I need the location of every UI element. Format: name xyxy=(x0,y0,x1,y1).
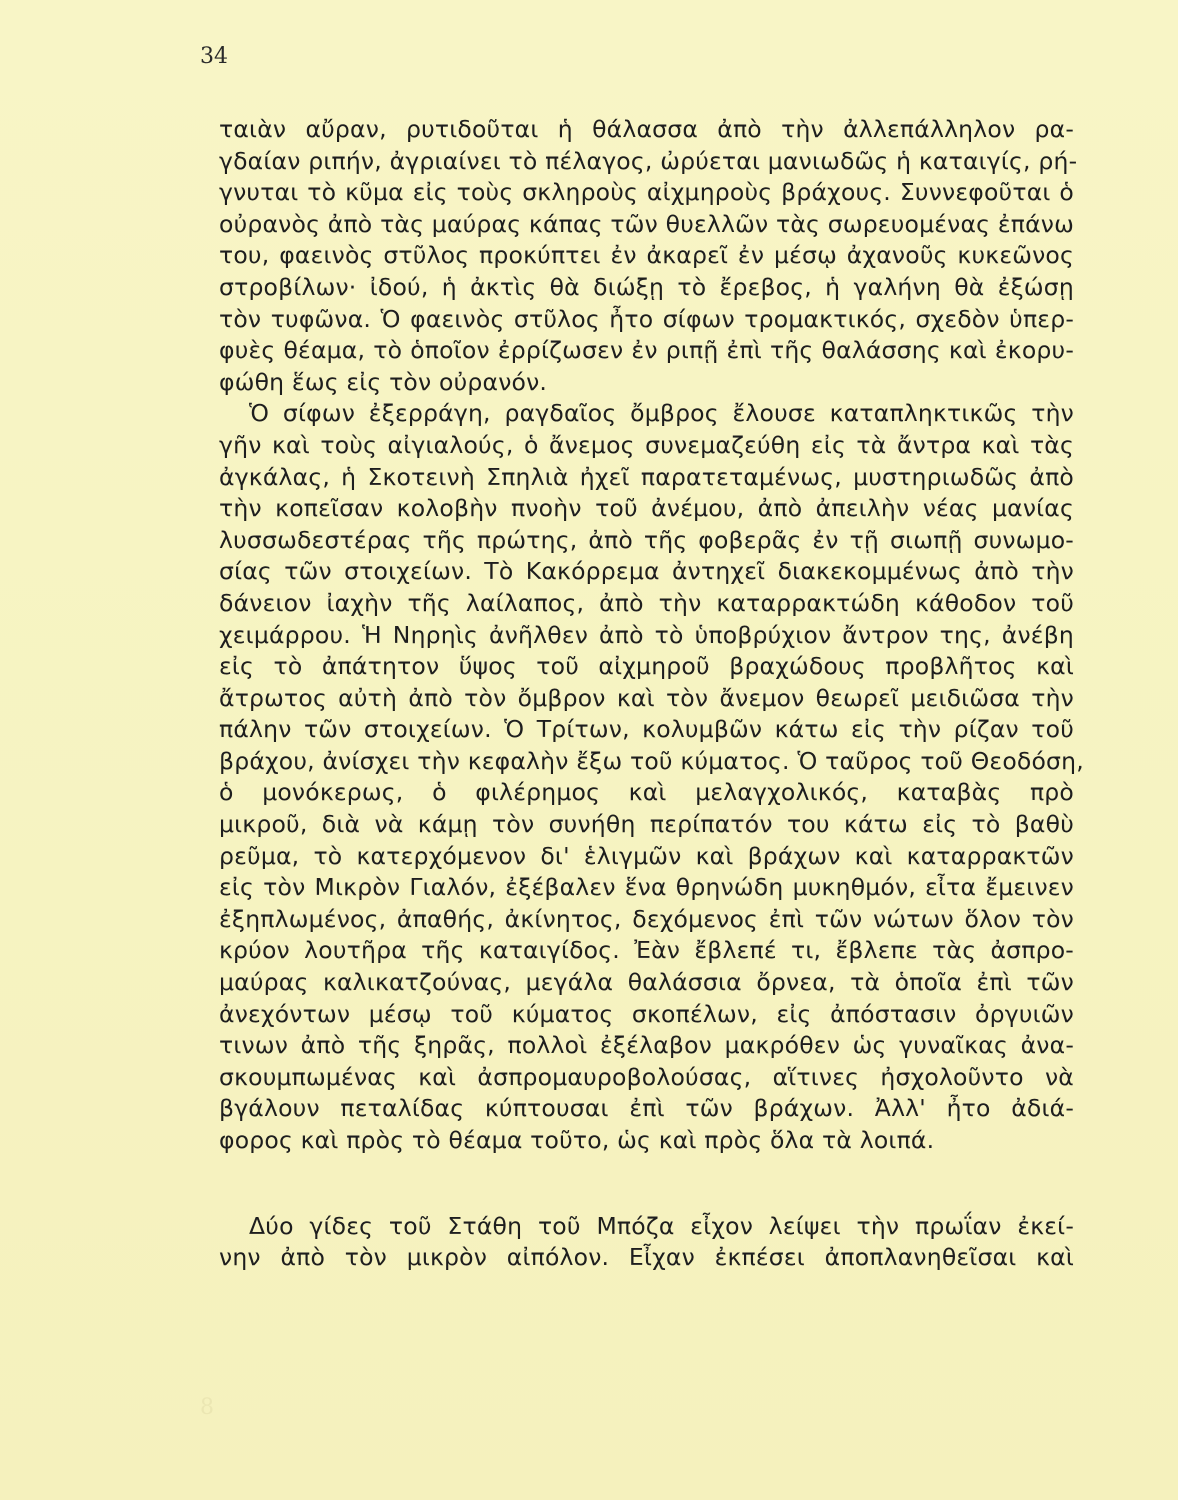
text-line: ἀγκάλας, ἡ Σκοτεινὴ Σπηλιὰ ἠχεῖ παρατεταμένως, μυστηριωδῶς ἀπὸ xyxy=(219,462,1074,491)
text-line: εἰς τὸ ἀπάτητον ὕψος τοῦ αἰχμηροῦ βραχώδους προβλῆτος καὶ xyxy=(219,652,1074,681)
text-line: ὁ μονόκερως, ὁ φιλέρημος καὶ μελαγχολικός, καταβὰς πρὸ xyxy=(219,778,1074,807)
paragraph-gap xyxy=(219,1157,1074,1211)
text-line: λυσσωδεστέρας τῆς πρώτης, ἀπὸ τῆς φοβερᾶς ἐν τῇ σιωπῇ συνωμο- xyxy=(219,525,1074,554)
text-line: ταιὰν αὔραν, ρυτιδοῦται ἡ θάλασσα ἀπὸ τὴν ἀλλεπάλληλον ρα- xyxy=(219,115,1074,143)
text-line: γνυται τὸ κῦμα εἰς τοὺς σκληροὺς αἰχμηροὺς βράχους. Συννεφοῦται ὁ xyxy=(219,178,1074,207)
text-line: Δύο γίδες τοῦ Στάθη τοῦ Μπόζα εἶχον λείψει τὴν πρωΐαν ἐκεί- xyxy=(249,1211,1074,1240)
text-line: φώθη ἕως εἰς τὸν οὐρανόν. xyxy=(219,367,548,396)
text-line: μαύρας καλικατζούνας, μεγάλα θαλάσσια ὄρνεα, τὰ ὁποῖα ἐπὶ τῶν xyxy=(219,968,1074,997)
text-line: κρύον λουτῆρα τῆς καταιγίδος. Ἐὰν ἔβλεπέ τι, ἔβλεπε τὰς ἀσπρο- xyxy=(219,936,1074,965)
text-line: του, φαεινὸς στῦλος προκύπτει ἐν ἀκαρεῖ ἐν μέσῳ ἀχανοῦς κυκεῶνος xyxy=(219,241,1074,270)
text-line: σκουμπωμένας καὶ ἀσπρομαυροβολούσας, αἵτινες ἠσχολοῦντο νὰ xyxy=(219,1062,1074,1091)
text-line: ἐξηπλωμένος, ἀπαθής, ἀκίνητος, δεχόμενος ἐπὶ τῶν νώτων ὅλον τὸν xyxy=(219,904,1074,933)
text-line: βγάλουν πεταλίδας κύπτουσαι ἐπὶ τῶν βράχων. Ἀλλ' ἦτο ἀδιά- xyxy=(219,1094,1074,1123)
text-line: Ὁ σίφων ἐξερράγη, ραγδαῖος ὄμβρος ἔλουσε καταπληκτικῶς τὴν xyxy=(249,399,1074,428)
text-line: πάλην τῶν στοιχείων. Ὁ Τρίτων, κολυμβῶν κάτω εἰς τὴν ρίζαν τοῦ xyxy=(219,715,1074,744)
text-line: ἄτρωτος αὐτὴ ἀπὸ τὸν ὄμβρον καὶ τὸν ἄνεμον θεωρεῖ μειδιῶσα τὴν xyxy=(219,683,1074,712)
text-line: δάνειον ἰαχὴν τῆς λαίλαπος, ἀπὸ τὴν καταρρακτώδη κάθοδον τοῦ xyxy=(219,588,1074,617)
text-line: γδαίαν ριπήν, ἀγριαίνει τὸ πέλαγος, ὠρύεται μανιωδῶς ἡ καταιγίς, ρή- xyxy=(219,146,1078,175)
text-line: γῆν καὶ τοὺς αἰγιαλούς, ὁ ἄνεμος συνεμαζεύθη εἰς τὰ ἄντρα καὶ τὰς xyxy=(219,430,1074,459)
text-line: χειμάρρου. Ἡ Νηρηὶς ἀνῆλθεν ἀπὸ τὸ ὑποβρύχιον ἄντρον της, ἀνέβη xyxy=(219,620,1074,649)
text-line: βράχου, ἀνίσχει τὴν κεφαλὴν ἔξω τοῦ κύματος. Ὁ ταῦρος τοῦ Θεοδόση, xyxy=(219,746,1084,775)
paragraph xyxy=(219,1211,1074,1274)
text-line: τινων ἀπὸ τῆς ξηρᾶς, πολλοὶ ἐξέλαβον μακρόθεν ὡς γυναῖκας ἀνα- xyxy=(219,1031,1074,1060)
text-line: εἰς τὸν Μικρὸν Γιαλόν, ἐξέβαλεν ἕνα θρηνώδη μυκηθμόν, εἶτα ἔμεινεν xyxy=(219,873,1074,902)
page-number: 34 xyxy=(200,44,228,69)
text-line: σίας τῶν στοιχείων. Τὸ Κακόρρεμα ἀντηχεῖ διακεκομμένως ἀπὸ τὴν xyxy=(219,557,1074,586)
paragraph xyxy=(219,114,1078,398)
bleed-through-mark: 8 xyxy=(200,1395,214,1420)
text-line: ἀνεχόντων μέσῳ τοῦ κύματος σκοπέλων, εἰς ἀπόστασιν ὀργυιῶν xyxy=(219,999,1074,1028)
text-line: τὴν κοπεῖσαν κολοβὴν πνοὴν τοῦ ἀνέμου, ἀπὸ ἀπειλὴν νέας μανίας xyxy=(219,494,1074,523)
text-line: ρεῦμα, τὸ κατερχόμενον δι' ἑλιγμῶν καὶ βράχων καὶ καταρρακτῶν xyxy=(219,841,1074,870)
text-line: στροβίλων· ἰδού, ἡ ἀκτὶς θὰ διώξῃ τὸ ἔρεβος, ἡ γαλήνη θὰ ἐξώσῃ xyxy=(219,272,1074,301)
text-line: μικροῦ, διὰ νὰ κάμῃ τὸν συνήθη περίπατόν του κάτω εἰς τὸ βαθὺ xyxy=(219,810,1074,839)
text-line: τὸν τυφῶνα. Ὁ φαεινὸς στῦλος ἦτο σίφων τρομακτικός, σχεδὸν ὑπερ- xyxy=(219,304,1074,333)
text-line: φορος καὶ πρὸς τὸ θέαμα τοῦτο, ὡς καὶ πρὸς ὅλα τὰ λοιπά. xyxy=(219,1126,935,1154)
body-text xyxy=(219,114,1084,1274)
text-line: οὐρανὸς ἀπὸ τὰς μαύρας κάπας τῶν θυελλῶν τὰς σωρευομένας ἐπάνω xyxy=(219,209,1074,238)
text-line: φυὲς θέαμα, τὸ ὁποῖον ἐρρίζωσεν ἐν ριπῇ ἐπὶ τῆς θαλάσσης καὶ ἐκορυ- xyxy=(219,336,1074,365)
text-line: νην ἀπὸ τὸν μικρὸν αἰπόλον. Εἶχαν ἐκπέσει ἀποπλανηθεῖσαι καὶ xyxy=(219,1243,1074,1272)
paragraph xyxy=(219,398,1084,1156)
